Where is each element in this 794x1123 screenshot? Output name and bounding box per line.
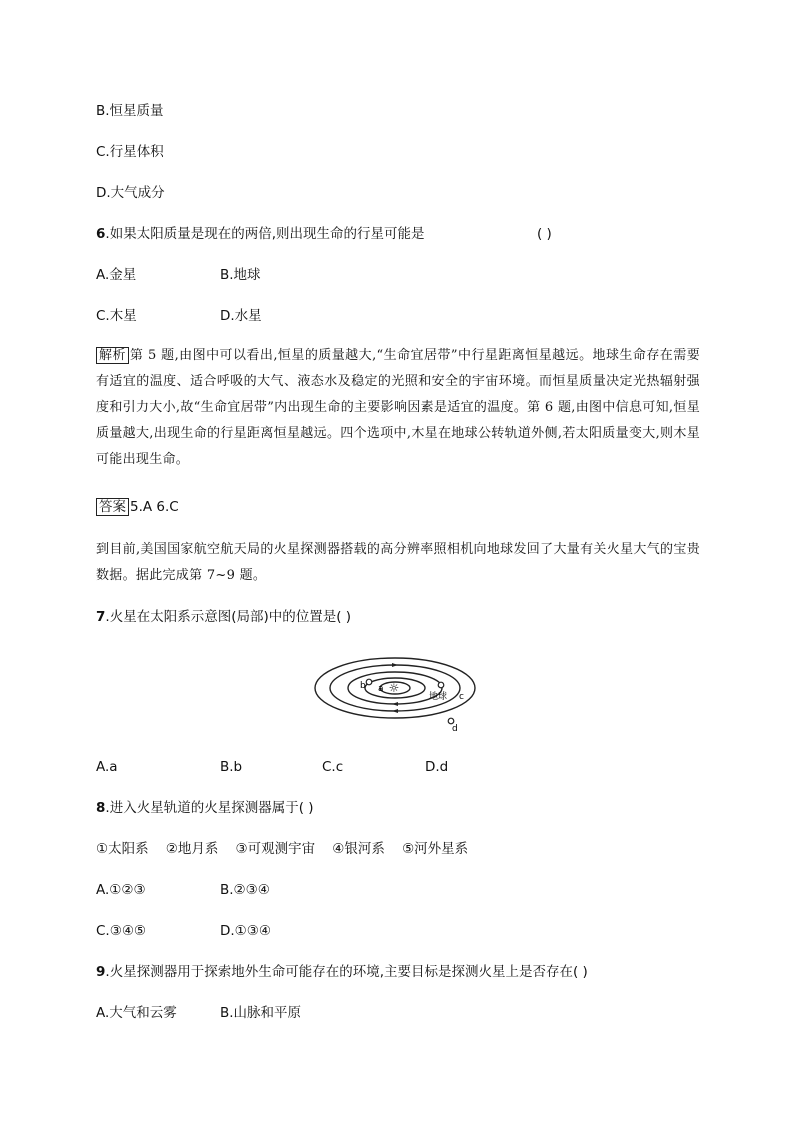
q6-option-a: A.金星 (96, 267, 137, 283)
q8-option-b: B.②③④ (220, 882, 270, 898)
q7-stem (96, 608, 351, 626)
answer-text: 5.A 6.C (130, 499, 179, 515)
analysis-paragraph (96, 343, 700, 473)
planet-marker-b (366, 679, 372, 685)
q9-text: .火星探测器用于探索地外生命可能存在的环境,主要目标是探测火星上是否存在( ) (105, 964, 588, 980)
q6-number: 6 (96, 226, 106, 242)
q5-option-b: B.恒星质量 (96, 103, 164, 119)
q5-option-c: C.行星体积 (96, 144, 164, 160)
intro-paragraph: 到目前,美国国家航空航天局的火星探测器搭载的高分辨率照相机向地球发回了大量有关火星大气的宝贵数据。据此完成第 7~9 题。 (96, 542, 700, 583)
label-c: c (459, 692, 464, 702)
label-a: a (378, 684, 384, 694)
q8-option-d: D.①③④ (220, 923, 271, 939)
q8-option-c: C.③④⑤ (96, 923, 147, 939)
q9-option-a: A.大气和云雾 (96, 1005, 177, 1021)
sun-icon: ☼ (388, 681, 400, 695)
q7-option-b: B.b (220, 759, 243, 775)
q6-option-c: C.木星 (96, 308, 137, 324)
label-earth: 地球 (429, 692, 448, 702)
q9-number: 9 (96, 964, 106, 980)
q7-text: .火星在太阳系示意图(局部)中的位置是( ) (105, 609, 352, 625)
analysis-text: 第 5 题,由图中可以看出,恒星的质量越大,“生命宜居带”中行星距离恒星越远。地球生命存在需要有适宜的温度、适合呼吸的大气、液态水及稳定的光照和安全的宇宙环境。而恒星质量决定光热辐射强度和引力大小,故“生命宜居带”内出现生命的主要影响因素是适宜的温度。第 6 题,由图中信息可知,恒星质量越大,出现生命的行星距离恒星越远。四个选项中,木星在地球公转轨道外侧,若太阳质量变大,则木星可能出现生命。 (96, 348, 701, 467)
answer-tag: 答案 (96, 498, 129, 516)
answer-line (96, 498, 179, 516)
solar-system-diagram (312, 655, 482, 735)
orbit-arrow-icon (392, 709, 398, 713)
q8-stem (96, 799, 314, 817)
q6-option-d: D.水星 (220, 308, 262, 324)
q8-text: .进入火星轨道的火星探测器属于( ) (105, 800, 314, 816)
q6-answer-paren: ( ) (537, 226, 552, 242)
label-d: d (452, 724, 458, 734)
orbit-arrow-icon (392, 702, 398, 706)
q7-option-d: D.d (425, 759, 449, 775)
q7-option-a: A.a (96, 759, 118, 775)
q8-option-a: A.①②③ (96, 882, 146, 898)
q7-option-c: C.c (322, 759, 344, 775)
q6-text: .如果太阳质量是现在的两倍,则出现生命的行星可能是 (105, 226, 425, 242)
q9-stem (96, 963, 588, 981)
q9-option-b: B.山脉和平原 (220, 1005, 302, 1021)
planet-marker-d (448, 718, 454, 724)
planet-marker-earth (438, 682, 444, 688)
q6-stem (96, 225, 425, 243)
analysis-tag: 解析 (96, 347, 129, 364)
label-b: b (360, 681, 366, 691)
q7-number: 7 (96, 609, 106, 625)
orbit-arrow-icon (392, 663, 398, 667)
q6-option-b: B.地球 (220, 267, 261, 283)
q8-number: 8 (96, 800, 106, 816)
q5-option-d: D.大气成分 (96, 185, 165, 201)
q8-items: ①太阳系 ②地月系 ③可观测宇宙 ④银河系 ⑤河外星系 (96, 841, 469, 857)
